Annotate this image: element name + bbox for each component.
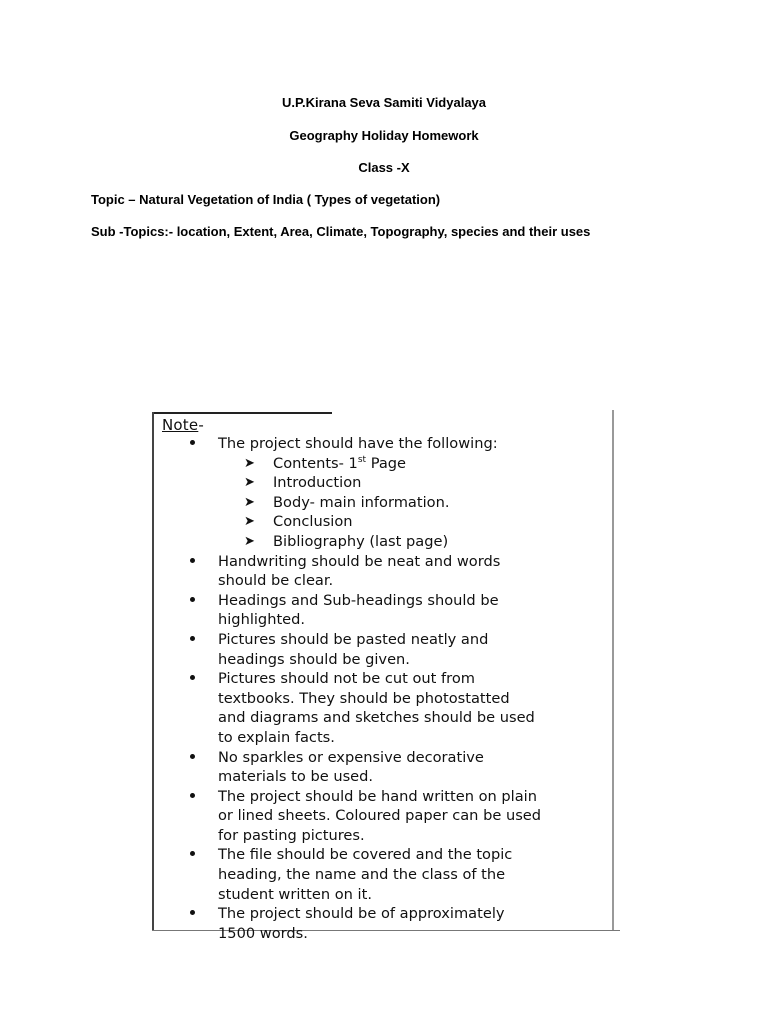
- note-bullet: [152, 669, 612, 747]
- sub-item: [152, 473, 612, 493]
- bullet-line: or lined sheets. Coloured paper can be used: [218, 807, 542, 825]
- subtopics-line: Sub -Topics:- location, Extent, Area, Climate, Topography, species and their uses: [91, 224, 591, 239]
- school-name: U.P.Kirana Seva Samiti Vidyalaya: [281, 95, 487, 110]
- sub-item-text: Contents- 1: [273, 454, 358, 472]
- class-label: Class -X: [358, 160, 410, 175]
- bullet-dot-icon: [190, 754, 195, 759]
- bullet-line: highlighted.: [218, 611, 306, 629]
- bullet-line: Pictures should be pasted neatly and: [218, 630, 489, 648]
- sub-item-text: Conclusion: [273, 513, 353, 531]
- note-bullet: [152, 630, 612, 669]
- bullet-line: student written on it.: [218, 885, 372, 903]
- arrow-bullet-icon: ➤: [244, 494, 255, 510]
- arrow-bullet-icon: ➤: [244, 475, 255, 491]
- bullet-line: Handwriting should be neat and words: [218, 552, 501, 570]
- sub-item-text: Introduction: [273, 474, 362, 492]
- bullet-line: The project should be of approximately: [218, 905, 505, 923]
- topic-line: Topic – Natural Vegetation of India ( Types of vegetation): [91, 192, 441, 207]
- bullet-line: textbooks. They should be photostatted: [218, 689, 510, 707]
- bullet-line: Headings and Sub-headings should be: [218, 591, 499, 609]
- note-scan: [152, 410, 620, 942]
- bullet-dot-icon: [190, 851, 195, 856]
- note-heading-dash: -: [198, 416, 204, 434]
- bullet-line: for pasting pictures.: [218, 826, 365, 844]
- bullet-line: to explain facts.: [218, 728, 335, 746]
- sub-item-contents: [152, 454, 612, 474]
- bullet-line: materials to be used.: [218, 768, 374, 786]
- note-bullet: [152, 845, 612, 904]
- bullet-line: should be clear.: [218, 572, 334, 590]
- bullet-dot-icon: [190, 636, 195, 641]
- bullet-dot-icon: [190, 910, 195, 915]
- note-heading: [162, 416, 204, 434]
- bullet-dot-icon: [190, 597, 195, 602]
- document-title: Geography Holiday Homework: [289, 128, 479, 143]
- note-bullet-intro: [152, 434, 612, 454]
- bullet-line: heading, the name and the class of the: [218, 866, 506, 884]
- bullet-line: Pictures should not be cut out from: [218, 670, 475, 688]
- scan-right-edge: [612, 410, 614, 931]
- sub-item: [152, 493, 612, 513]
- bullet-line: 1500 words.: [218, 924, 308, 942]
- arrow-bullet-icon: ➤: [244, 514, 255, 530]
- arrow-bullet-icon: ➤: [244, 455, 255, 471]
- note-bullet: [152, 904, 612, 943]
- bullet-line: headings should be given.: [218, 650, 410, 668]
- sub-item-text-end: Page: [366, 454, 407, 472]
- arrow-bullet-icon: ➤: [244, 533, 255, 549]
- sub-item-text: Bibliography (last page): [273, 532, 449, 550]
- note-heading-text: Note: [162, 416, 199, 434]
- bullet-text: The project should have the following:: [218, 435, 498, 452]
- bullet-line: The project should be hand written on plain: [218, 787, 537, 805]
- bullet-line: and diagrams and sketches should be used: [218, 709, 535, 727]
- ordinal-suffix: st: [357, 454, 367, 465]
- bullet-dot-icon: [190, 558, 195, 563]
- note-body: [152, 434, 612, 943]
- note-bullet: [152, 787, 612, 846]
- bullet-dot-icon: [190, 675, 195, 680]
- sub-item: [152, 532, 612, 552]
- scan-top-edge: [152, 412, 332, 414]
- bullet-dot-icon: [190, 793, 195, 798]
- sub-item: [152, 512, 612, 532]
- sub-item-text: Body- main information.: [273, 493, 450, 511]
- note-bullet: [152, 748, 612, 787]
- note-bullet: [152, 552, 612, 591]
- note-bullet: [152, 591, 612, 630]
- bullet-dot-icon: [190, 440, 195, 445]
- bullet-line: No sparkles or expensive decorative: [218, 748, 484, 766]
- bullet-line: The file should be covered and the topic: [218, 846, 513, 864]
